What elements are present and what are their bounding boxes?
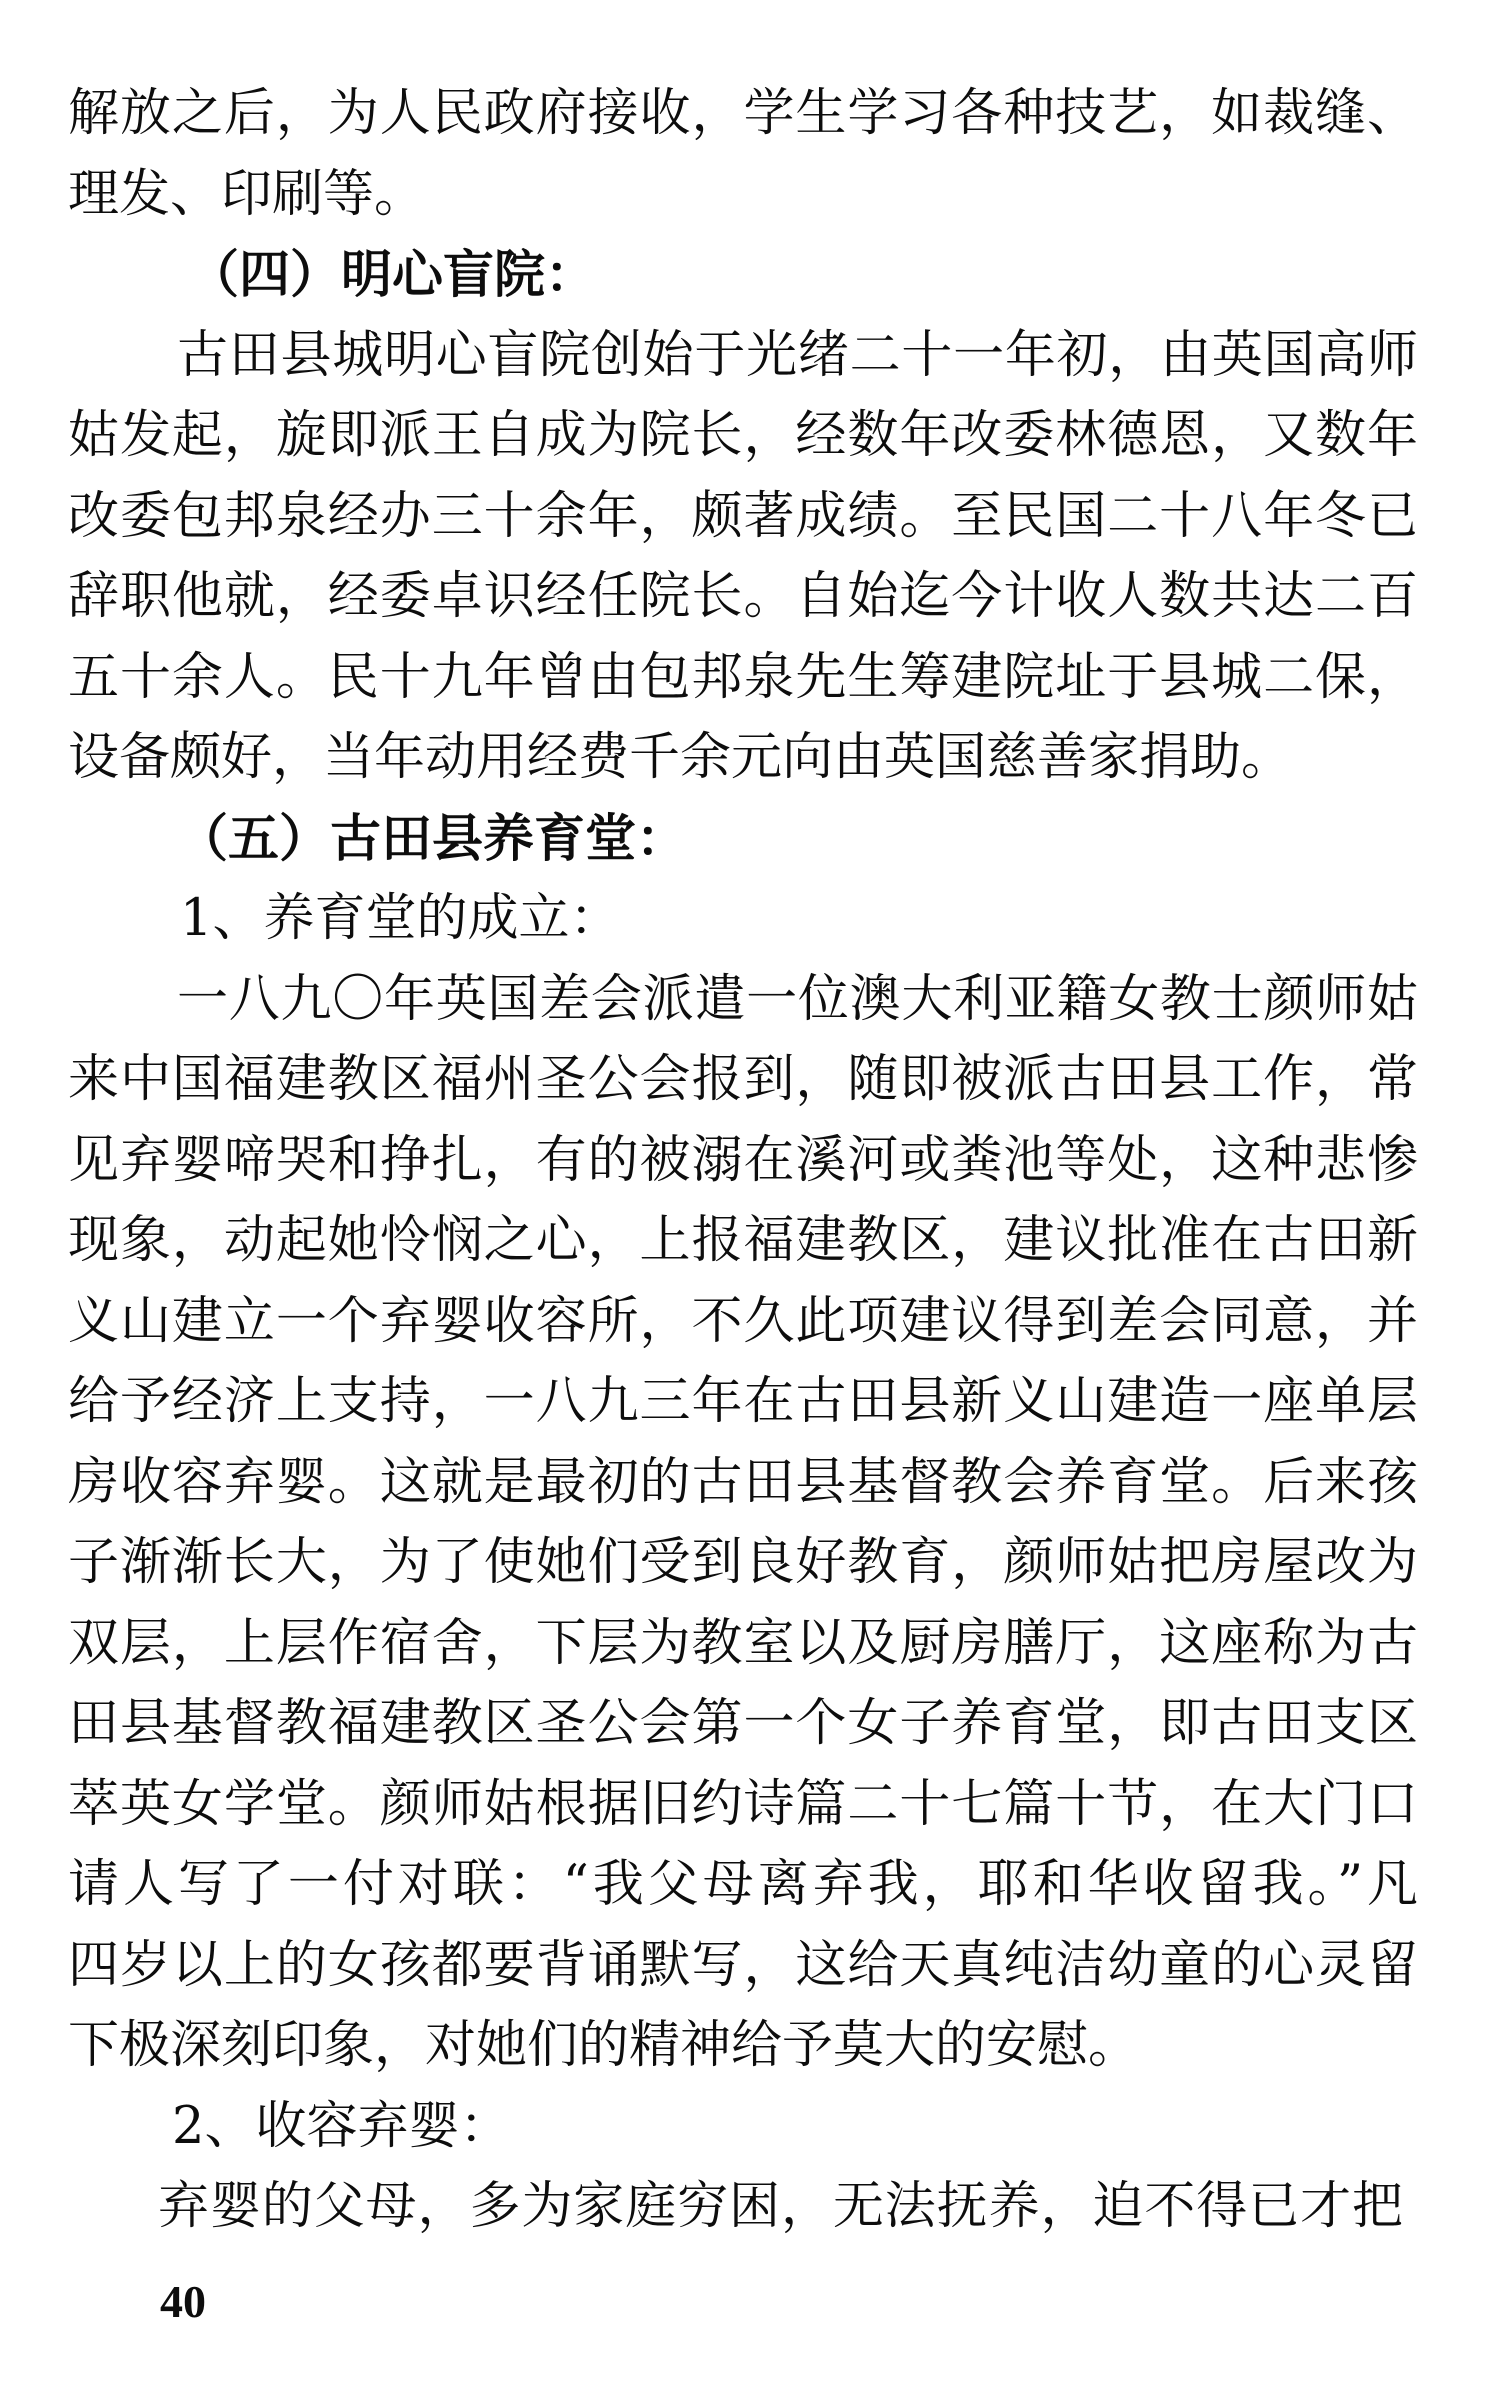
text-line: 田县基督教福建教区圣公会第一个女子养育堂，即古田支区: [68, 1694, 1418, 1753]
text-line: 见弃婴啼哭和挣扎，有的被溺在溪河或粪池等处，这种悲惨: [68, 1130, 1418, 1190]
text-line: 改委包邦泉经办三十余年，颇著成绩。至民国二十八年冬已: [68, 486, 1418, 546]
text-line: 下极深刻印象，对她们的精神给予莫大的安慰。: [68, 2016, 1140, 2075]
text-line: 请人写了一付对联：“我父母离弃我，耶和华收留我。”凡: [68, 1855, 1418, 1914]
section-heading-orphanage: （五）古田县养育堂：: [177, 808, 688, 869]
text-line: 一八九〇年英国差会派遣一位澳大利亚籍女教士颜师姑: [177, 969, 1418, 1029]
page-body: [0, 74, 1500, 2248]
text-line: 双层，上层作宿舍，下层为教室以及厨房膳厅，这座称为古: [68, 1613, 1418, 1673]
text-line: 理发、印刷等。: [68, 164, 426, 224]
text-line: 子渐渐长大，为了使她们受到良好教育，颜师姑把房屋改为: [68, 1533, 1418, 1592]
text-line: 萃英女学堂。颜师姑根据旧约诗篇二十七篇十节，在大门口: [68, 1774, 1418, 1834]
subsection-heading-abandoned-infants: 2、收容弃婴：: [172, 2096, 511, 2156]
text-line: 设备颇好，当年动用经费千余元向由英国慈善家捐助。: [68, 728, 1293, 787]
text-line: 姑发起，旋即派王自成为院长，经数年改委林德恩，又数年: [68, 406, 1418, 465]
text-line: 现象，动起她怜悯之心，上报福建教区，建议批准在古田新: [68, 1211, 1418, 1270]
text-line: 解放之后，为人民政府接收，学生学习各种技艺，如裁缝、: [68, 84, 1418, 143]
text-line: 古田县城明心盲院创始于光绪二十一年初，由英国高师: [177, 325, 1418, 385]
page-number: 40: [160, 2276, 206, 2327]
subsection-heading-founding: 1、养育堂的成立：: [180, 889, 621, 948]
text-line: 四岁以上的女孩都要背诵默写，这给天真纯洁幼童的心灵留: [68, 1935, 1418, 1995]
text-line: 房收容弃婴。这就是最初的古田县基督教会养育堂。后来孩: [68, 1452, 1418, 1512]
section-heading-mingxin-blind-school: （四）明心盲院：: [188, 245, 597, 305]
text-line: 五十余人。民十九年曾由包邦泉先生筹建院址于县城二保，: [68, 647, 1418, 707]
text-line: 义山建立一个弃婴收容所，不久此项建议得到差会同意，并: [68, 1291, 1418, 1351]
text-line: 辞职他就，经委卓识经任院长。自始迄今计收人数共达二百: [68, 567, 1418, 626]
text-line: 来中国福建教区福州圣公会报到，随即被派古田县工作，常: [68, 1050, 1418, 1109]
text-line: 弃婴的父母，多为家庭穷困，无法抚养，迫不得已才把: [158, 2177, 1403, 2236]
text-line: 给予经济上支持，一八九三年在古田县新义山建造一座单层: [68, 1372, 1418, 1431]
